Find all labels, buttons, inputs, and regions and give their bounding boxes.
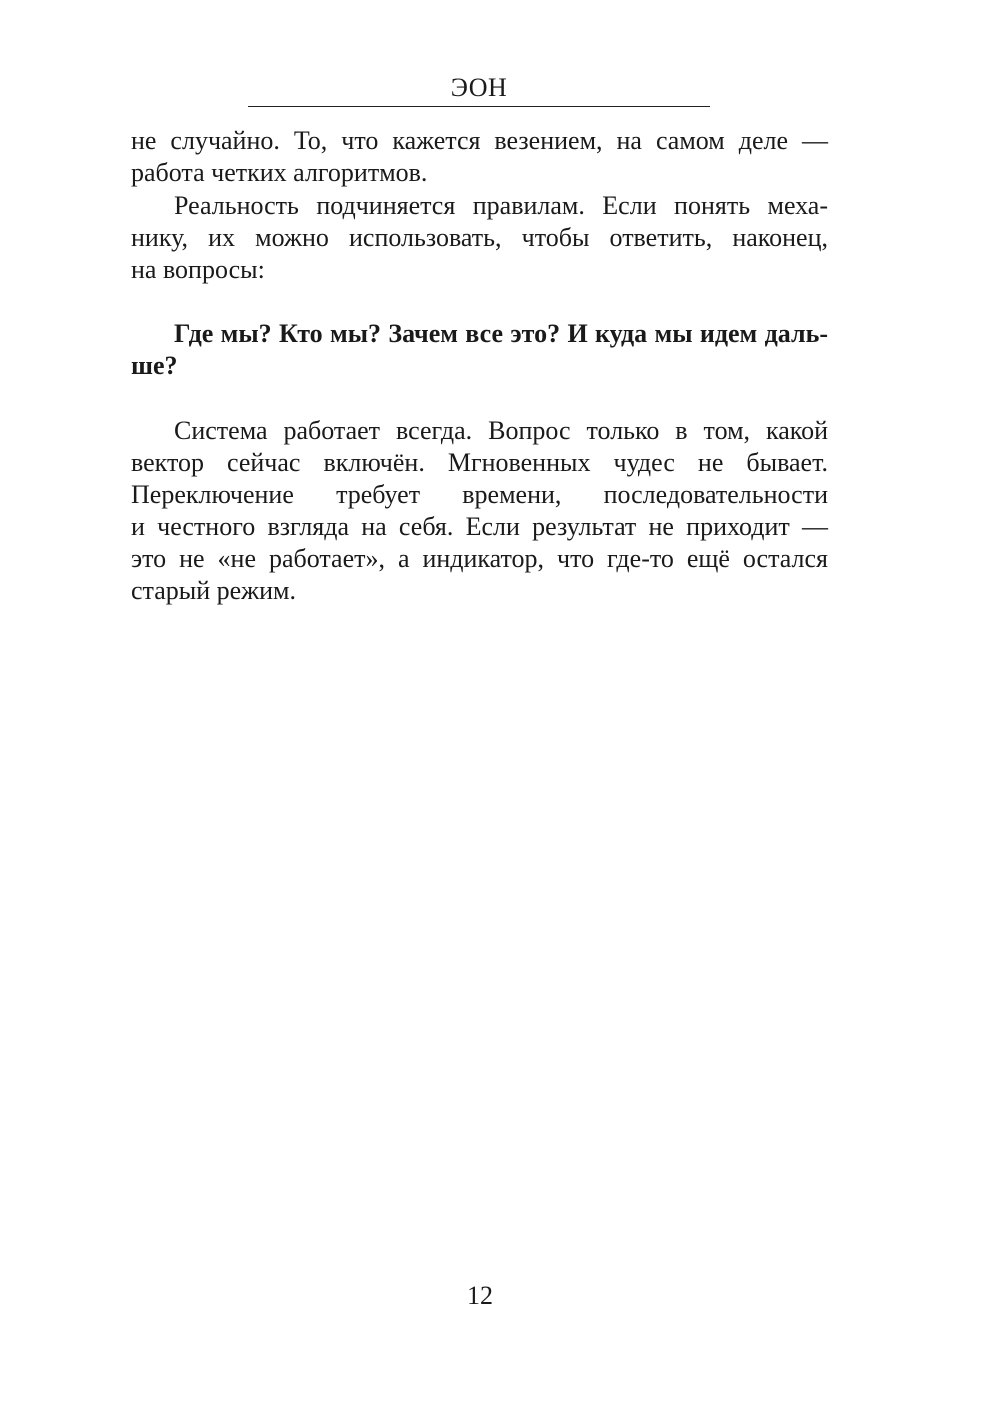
paragraph-reality — [131, 190, 828, 286]
page-number: 12 — [467, 1281, 493, 1310]
text-line: на вопросы: — [131, 255, 265, 284]
text-line: это не «не работает», а индикатор, что где-то ещё остался — [131, 544, 828, 573]
running-header-title: ЭОН — [450, 73, 508, 102]
text-line: вектор сейчас включён. Мгновенных чудес не бывает. — [131, 448, 828, 477]
text-line: работа четких алгоритмов. — [131, 158, 428, 187]
header-divider — [248, 106, 710, 107]
text-line: Реальность подчиняется правилам. Если понять меха- — [174, 191, 828, 220]
paragraph-system — [131, 415, 828, 607]
text-line: Переключение требует времени, последовательности — [131, 480, 828, 509]
paragraph-continuation — [131, 125, 828, 189]
text-line: не случайно. То, что кажется везением, на самом деле — — [131, 126, 828, 155]
text-line: нику, их можно использовать, чтобы ответить, наконец, — [131, 223, 828, 252]
questions-block — [131, 318, 828, 382]
text-line: и честного взгляда на себя. Если результат не приходит — — [131, 512, 828, 541]
text-line: старый режим. — [131, 576, 297, 605]
text-line: ше? — [131, 351, 178, 380]
text-line: Где мы? Кто мы? Зачем все это? И куда мы идем даль- — [174, 319, 828, 348]
text-line: Система работает всегда. Вопрос только в том, какой — [174, 416, 828, 445]
